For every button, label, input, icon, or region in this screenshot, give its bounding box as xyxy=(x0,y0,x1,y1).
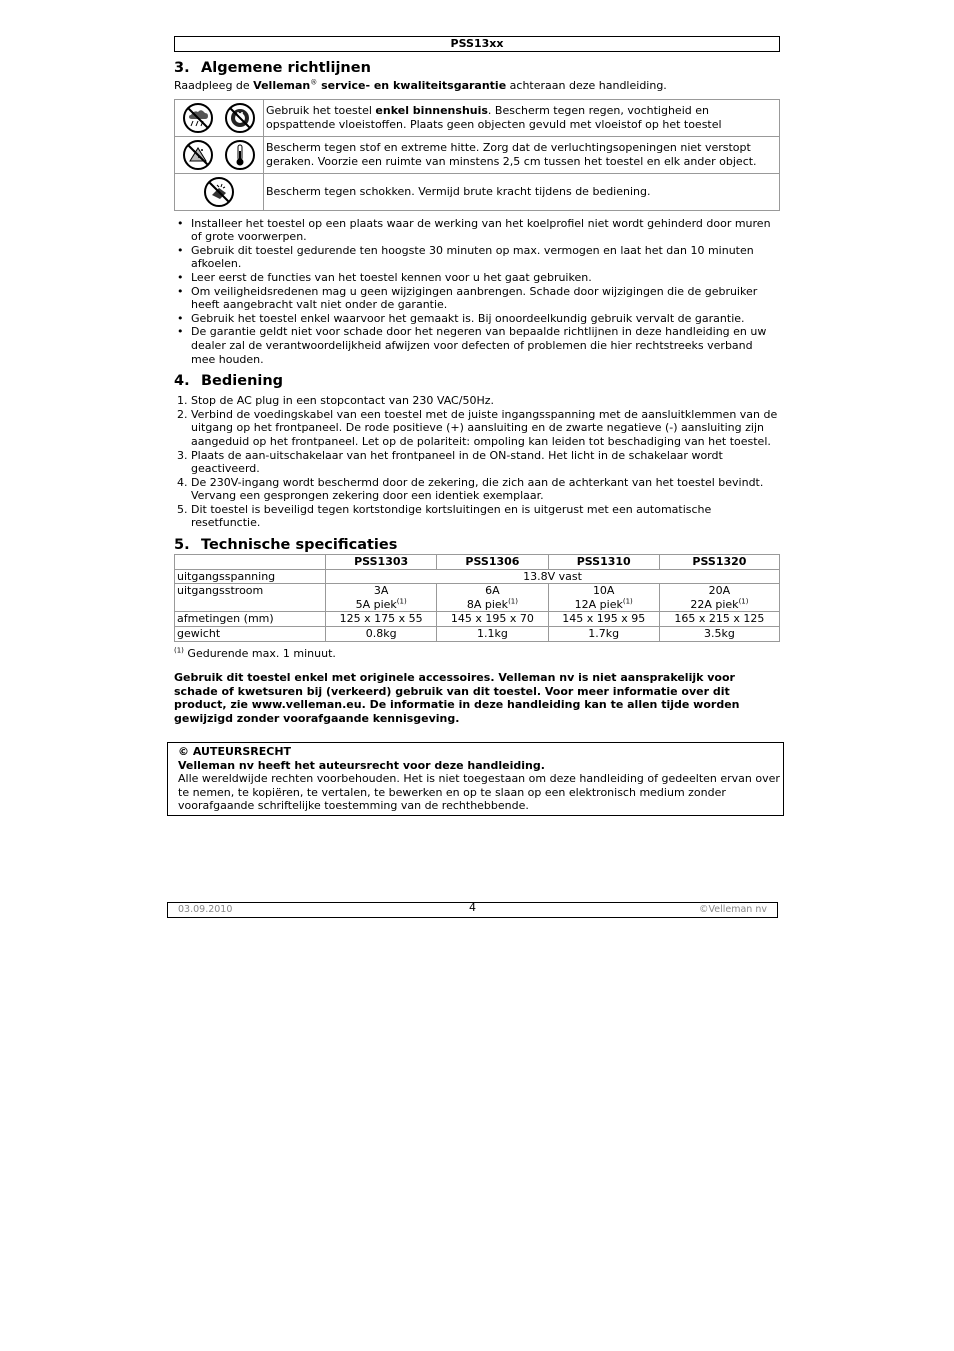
table-cell: 3A 5A piek$^{(1)}$ xyxy=(326,584,437,612)
table-cell: 1.1kg xyxy=(437,627,548,642)
model-header: PSS1303 xyxy=(326,555,437,570)
section-title: Bediening xyxy=(201,373,284,390)
table-row xyxy=(175,584,780,612)
table-cell: 125 x 175 x 55 xyxy=(326,612,437,627)
page-header: PSS13xx xyxy=(174,36,780,52)
page-number: 4 xyxy=(469,901,476,914)
section-3-intro: Raadpleeg de Velleman® service- en kwaliteitsgarantie achteraan deze handleiding. xyxy=(174,78,667,92)
safety-icons xyxy=(175,136,264,173)
section-4-heading xyxy=(174,372,780,390)
copyright-body: Alle wereldwijde rechten voorbehouden. Het is niet toegestaan om deze handleiding of gedeelten ervan over te nemen, te kopiëren, te vertalen, te bewerken en op te slaan op een elektronisch medium zonder voorafgaande schriftelijke toestemming van de rechthebbende. xyxy=(178,772,780,813)
safety-icons xyxy=(175,99,264,136)
guideline-list xyxy=(174,217,780,367)
section-3-heading xyxy=(174,59,780,77)
footer-date: 03.09.2010 xyxy=(178,904,233,915)
safety-row xyxy=(175,173,780,210)
specs-table xyxy=(174,554,780,642)
safety-text: Bescherm tegen stof en extreme hitte. Zorg dat de verluchtingsopeningen niet verstopt geraken. Voorzie een ruimte van minstens 2,5 cm tussen het toestel en elk ander object. xyxy=(264,136,780,173)
section-title: Technische specificaties xyxy=(201,537,398,554)
safety-table xyxy=(174,99,780,211)
list-item: 2. Verbind de voedingskabel van een toestel met de juiste ingangsspanning met de aansluitklemmen van de uitgang op het frontpaneel. De rode positieve (+) aansluiting en de zwarte negatieve (-) aansluiting zijn aangeduid op het frontpaneel. Let op de polariteit: ompoling kan leiden tot beschadiging van het toestel. xyxy=(177,407,778,448)
table-row xyxy=(175,569,780,584)
copyright-box xyxy=(167,742,784,816)
row-label: uitgangsspanning xyxy=(175,569,326,584)
table-row xyxy=(175,627,780,642)
list-item: • De garantie geldt niet voor schade door het negeren van bepaalde richtlijnen in deze handleiding en uw dealer zal de verantwoordelijkheid afwijzen voor defecten of problemen die hier rechtstreeks verband mee houden. xyxy=(174,325,780,366)
list-item: 5. Dit toestel is beveiligd tegen kortstondige kortsluitingen en is uitgerust met een automatische resetfunctie. xyxy=(177,502,712,530)
footnote: $^{(1)}$ Gedurende max. 1 minuut. xyxy=(174,645,336,660)
table-row xyxy=(175,612,780,627)
copyright-subtitle: Velleman nv heeft het auteursrecht voor deze handleiding. xyxy=(178,758,545,772)
section-number: 3. xyxy=(174,60,190,76)
section-number: 5. xyxy=(174,537,190,554)
table-cell: 0.8kg xyxy=(326,627,437,642)
table-cell: 20A 22A piek$^{(1)}$ xyxy=(659,584,779,612)
list-item: • Leer eerst de functies van het toestel kennen voor u het gaat gebruiken. xyxy=(174,271,780,285)
table-cell: 6A 8A piek$^{(1)}$ xyxy=(437,584,548,612)
safety-text: Bescherm tegen schokken. Vermijd brute kracht tijdens de bediening. xyxy=(264,173,780,210)
section-5-heading xyxy=(174,536,780,554)
safety-text: Gebruik het toestel enkel binnenshuis. Bescherm tegen regen, vochtigheid en opspattende vloeistoffen. Plaats geen objecten gevuld met vloeistof op het toestel xyxy=(264,99,780,136)
section-title: Algemene richtlijnen xyxy=(201,60,371,76)
table-cell: 145 x 195 x 70 xyxy=(437,612,548,627)
list-item: 3. Plaats de aan-uitschakelaar van het frontpaneel in de ON-stand. Het licht in de schakelaar wordt geactiveerd. xyxy=(177,448,723,476)
table-cell: 3.5kg xyxy=(659,627,779,642)
row-label: afmetingen (mm) xyxy=(175,612,326,627)
row-label: uitgangsstroom xyxy=(175,584,326,612)
table-cell: 10A 12A piek$^{(1)}$ xyxy=(548,584,659,612)
page-content xyxy=(174,36,780,726)
no-rain-icon xyxy=(182,102,214,134)
table-cell: 145 x 195 x 95 xyxy=(548,612,659,627)
table-cell: 165 x 215 x 125 xyxy=(659,612,779,627)
page-footer xyxy=(167,902,778,918)
operation-steps xyxy=(174,394,780,530)
table-cell: 13.8V vast xyxy=(326,569,780,584)
model-header: PSS1320 xyxy=(659,555,779,570)
model-header: PSS1310 xyxy=(548,555,659,570)
disclaimer: Gebruik dit toestel enkel met originele accessoires. Velleman nv is niet aansprakelijk voor schade of kwetsuren bij (verkeerd) gebruik van dit toestel. Voor meer informatie over dit product, zie www.velleman.eu. De informatie in deze handleiding kan te allen tijde worden gewijzigd zonder voorafgaande kennisgeving. xyxy=(174,671,740,725)
thermometer-icon xyxy=(224,139,256,171)
table-header-row xyxy=(175,555,780,570)
section-number: 4. xyxy=(174,373,190,390)
no-dust-icon xyxy=(182,139,214,171)
list-item: • Gebruik het toestel enkel waarvoor het gemaakt is. Bij onoordeelkundig gebruik vervalt de garantie. xyxy=(174,312,780,326)
table-cell: 1.7kg xyxy=(548,627,659,642)
list-item: 1. Stop de AC plug in een stopcontact van 230 VAC/50Hz. xyxy=(177,394,494,408)
safety-row xyxy=(175,136,780,173)
safety-row xyxy=(175,99,780,136)
empty-header-cell xyxy=(175,555,326,570)
safety-icons xyxy=(175,173,264,210)
list-item: • Om veiligheidsredenen mag u geen wijzigingen aanbrengen. Schade door wijzigingen die de gebruiker heeft aangebracht valt niet onder de garantie. xyxy=(174,285,780,312)
row-label: gewicht xyxy=(175,627,326,642)
list-item: • Installeer het toestel op een plaats waar de werking van het koelprofiel niet wordt gehinderd door muren of grote voorwerpen. xyxy=(174,217,780,244)
copyright-title: © AUTEURSRECHT xyxy=(178,745,292,758)
no-splash-icon xyxy=(224,102,256,134)
no-shock-icon xyxy=(203,176,235,208)
list-item: • Gebruik dit toestel gedurende ten hoogste 30 minuten op max. vermogen en laat het dan 10 minuten afkoelen. xyxy=(174,244,780,271)
footer-copyright: ©Velleman nv xyxy=(699,904,767,915)
model-header: PSS1306 xyxy=(437,555,548,570)
list-item: 4. De 230V-ingang wordt beschermd door de zekering, die zich aan de achterkant van het toestel bevindt. Vervang een gesprongen zekering door een identiek exemplaar. xyxy=(177,475,764,503)
